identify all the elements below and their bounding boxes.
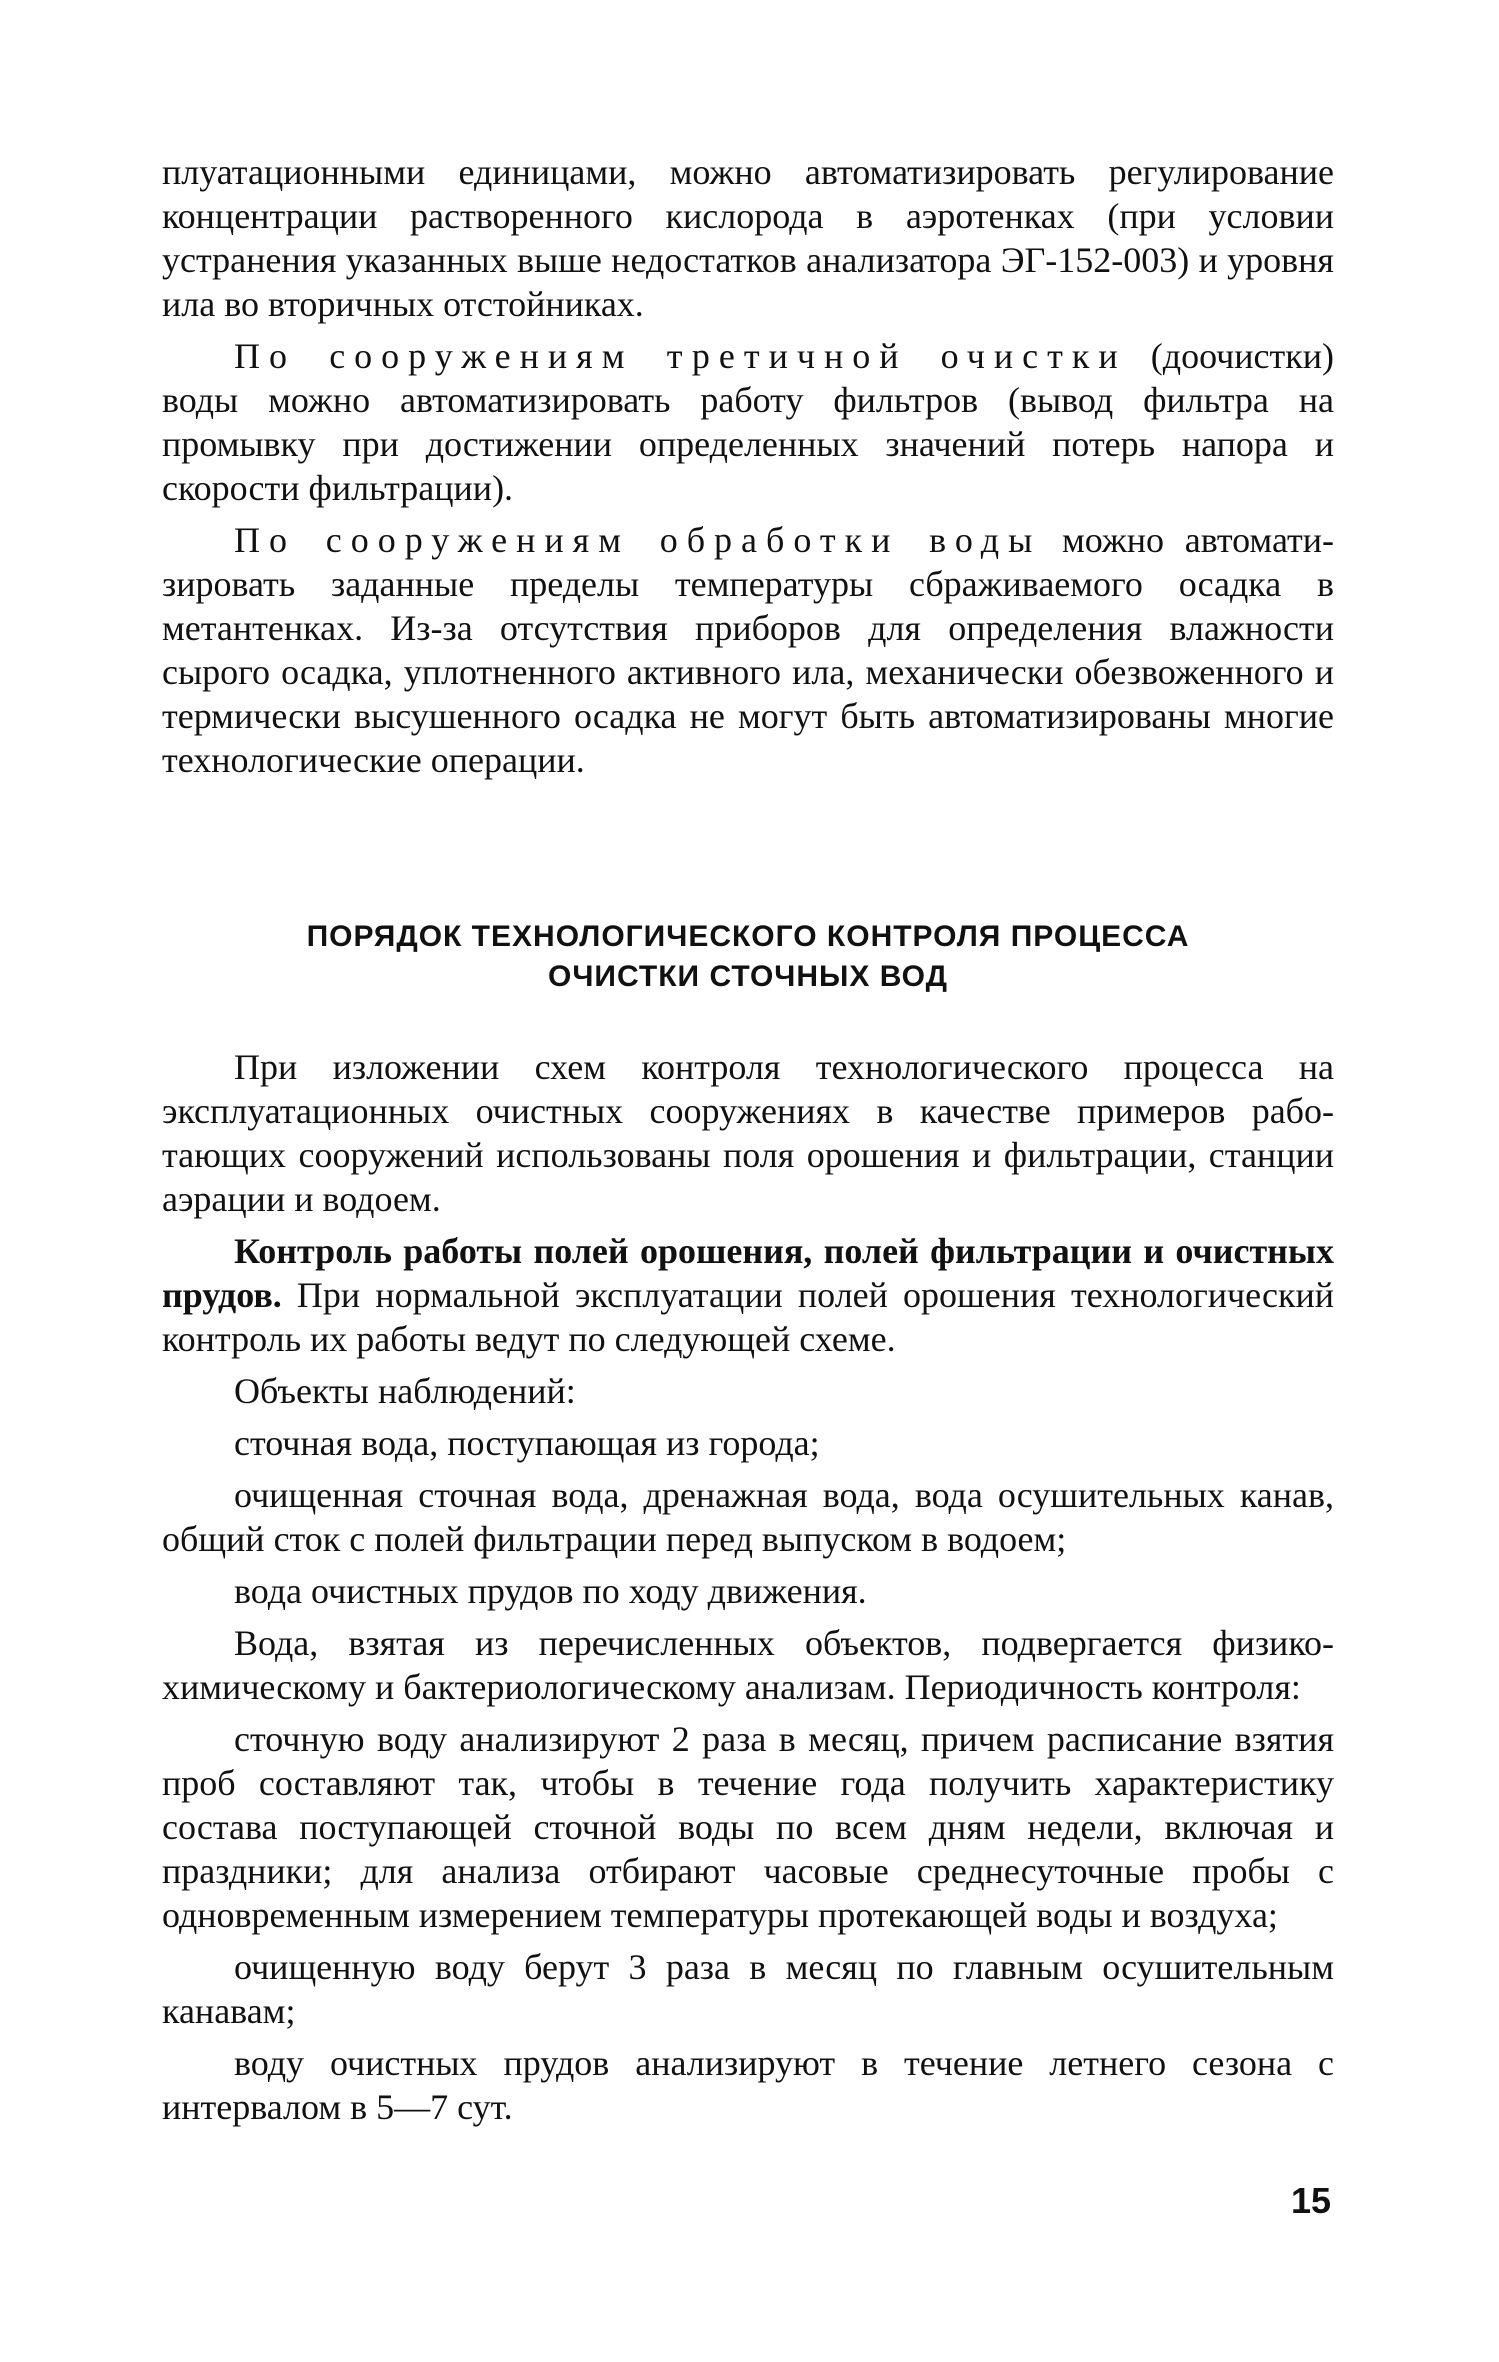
paragraph-sludge-treatment bbox=[162, 518, 1334, 782]
section-heading-line: ПОРЯДОК ТЕХНОЛОГИЧЕСКОГО КОНТРОЛЯ ПРОЦЕССА bbox=[306, 920, 1190, 953]
paragraph-text: можно автоматизировать заданные пределы температуры сбраживаемого осадка в метантенках. Из-за отсутствия приборов для определения влажности сырого осадка, уплотненного активного ила, механически обезвоженного и термически высушенного осадка не могут быть автоматизированы многие технологические операции. bbox=[162, 520, 1334, 780]
paragraph-text: При нормальной эксплуатации полей орошения технологический контроль их работы ведут по следующей схеме. bbox=[162, 1275, 1334, 1359]
spaced-emphasis: По сооружениям третичной очистки bbox=[234, 336, 1127, 376]
paragraph-continuation: плуатационными единицами, можно автоматизировать регулирование концентрации растворенного кислорода в аэротенках (при условии устранения указанных выше недостатков анализатора ЭГ-152-003) и уровня ила во вторичных отстойниках. bbox=[162, 152, 1334, 324]
paragraph-objects-label: Объекты наблюдений: bbox=[234, 1371, 576, 1411]
section-heading-line: ОЧИСТКИ СТОЧНЫХ ВОД bbox=[548, 960, 948, 993]
paragraph-text: (доочистки) воды можно автоматизировать работу фильтров (вывод фильтра на промывку при достижении определенных значений потерь напора и скорости фильтрации). bbox=[162, 336, 1334, 508]
page-number: 15 bbox=[1290, 2180, 1331, 2221]
page-body bbox=[162, 150, 1334, 2129]
list-item: воду очистных прудов анализируют в течение летнего сезона с интервалом в 5—7 сут. bbox=[162, 2043, 1334, 2127]
paragraph-analysis: Вода, взятая из перечисленных объектов, подвергается физикохимическому и бактериологическому анализам. Периодичность контроля: bbox=[162, 1623, 1334, 1707]
section-heading bbox=[162, 917, 1334, 997]
list-item: вода очистных прудов по ходу движения. bbox=[234, 1571, 867, 1611]
list-item: сточную воду анализируют 2 раза в месяц, причем расписание взятия проб составляют так, чтобы в течение года получить характеристику состава поступающей сточной воды по всем дням недели, включая и праздники; для анализа отбирают часовые среднесуточные пробы с одновременным измерением температуры протекающей воды и воздуха; bbox=[162, 1719, 1334, 1935]
bold-run-in-heading: Контроль работы полей орошения, полей фильтрации и очистных прудов. bbox=[162, 1231, 1334, 1315]
paragraph-tertiary-treatment bbox=[162, 334, 1334, 510]
paragraph-control-fields bbox=[162, 1229, 1334, 1361]
list-item: очищенную воду берут 3 раза в месяц по главным осушительным канавам; bbox=[162, 1947, 1334, 2031]
paragraph-intro: При изложении схем контроля технологического процесса на эксплуатационных очистных сооружениях в качестве примеров работающих сооружений использованы поля орошения и фильтрации, станции аэрации и водоем. bbox=[162, 1047, 1334, 1219]
list-item: очищенная сточная вода, дренажная вода, вода осушительных канав, общий сток с полей фильтрации перед выпуском в водоем; bbox=[162, 1475, 1334, 1559]
list-item: сточная вода, поступающая из города; bbox=[234, 1423, 820, 1463]
spaced-emphasis: По сооружениям обработки воды bbox=[234, 520, 1042, 560]
